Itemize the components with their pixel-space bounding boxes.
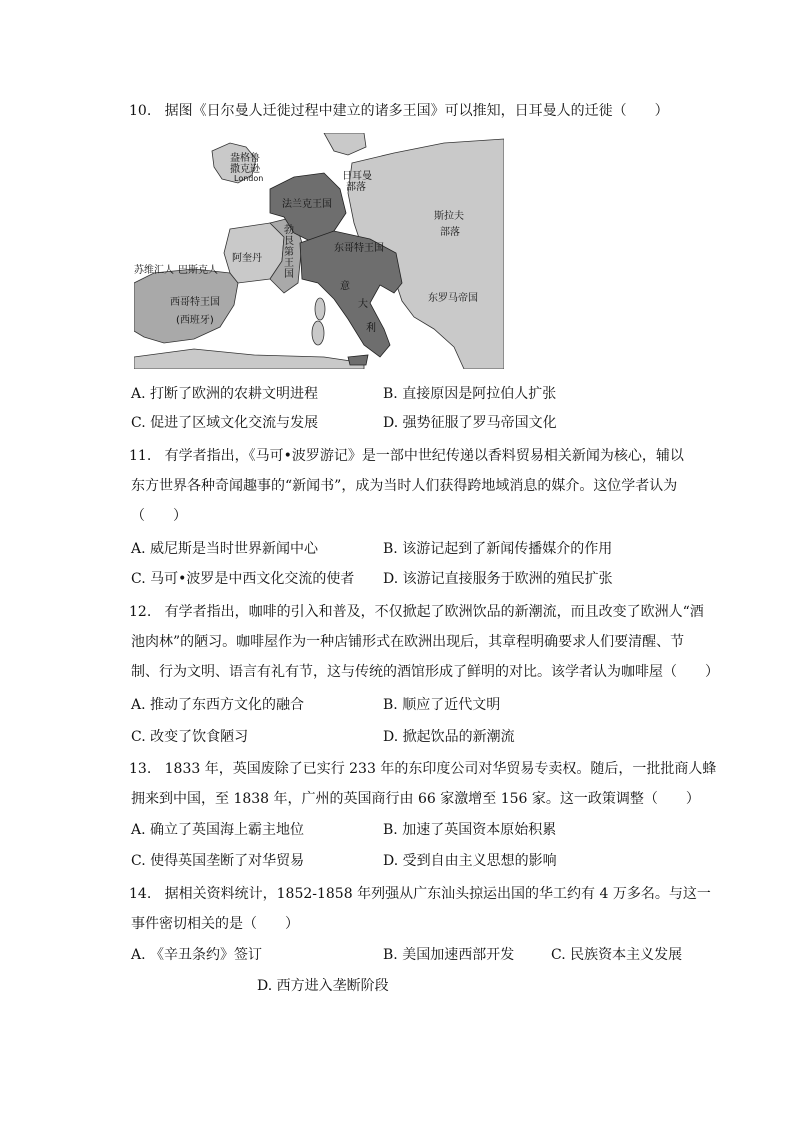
q10-number: 10. xyxy=(129,103,152,119)
q12-option-b[interactable]: B. 顺应了近代文明 xyxy=(383,697,501,713)
q14-number: 14. xyxy=(129,886,152,902)
q11-stem-2: 东方世界各种奇闻趣事的“新闻书”，成为当时人们获得跨地域消息的媒介。这位学者认为 xyxy=(131,478,678,494)
label-ostrogoth: 东哥特王国 xyxy=(334,243,384,254)
label-burgundy-3: 第 xyxy=(284,247,294,258)
q12-option-d[interactable]: D. 掀起饮品的新潮流 xyxy=(383,729,515,745)
label-italy-1: 意 xyxy=(340,281,350,292)
q13-option-c[interactable]: C. 使得英国垄断了对华贸易 xyxy=(131,853,305,869)
q14-option-c[interactable]: C. 民族资本主义发展 xyxy=(551,947,683,963)
label-italy-2: 大 xyxy=(358,299,368,310)
label-basque: 巴斯克人 xyxy=(178,265,218,276)
label-aquitaine: 阿奎丹 xyxy=(232,253,262,264)
label-burgundy-2: 艮 xyxy=(284,236,294,247)
q10-option-a[interactable]: A. 打断了欧洲的农耕文明进程 xyxy=(131,386,319,402)
q12-stem-2: 池肉林”的陋习。咖啡屋作为一种店铺形式在欧洲出现后，其章程明确要求人们要清醒、节 xyxy=(131,634,685,650)
label-london: London xyxy=(234,174,264,183)
q13-option-d[interactable]: D. 受到自由主义思想的影响 xyxy=(383,853,557,869)
label-frankish: 法兰克王国 xyxy=(282,199,332,210)
label-visigoth: 西哥特王国 xyxy=(170,297,220,308)
q10-stem xyxy=(129,101,669,121)
map-corsica xyxy=(315,298,325,320)
label-anglo-saxon-2: 撒克逊 xyxy=(230,164,260,175)
label-italy-3: 利 xyxy=(366,323,376,334)
map-sicily xyxy=(348,355,368,365)
q11-option-a[interactable]: A. 威尼斯是当时世界新闻中心 xyxy=(131,541,319,557)
q12-stem-1 xyxy=(129,602,704,622)
q11-option-b[interactable]: B. 该游记起到了新闻传播媒介的作用 xyxy=(383,541,613,557)
q10-option-b[interactable]: B. 直接原因是阿拉伯人扩张 xyxy=(383,386,557,402)
q14-stem-2: 事件密切相关的是（ ） xyxy=(131,916,299,932)
label-germanic: 日耳曼 xyxy=(342,171,372,182)
label-burgundy-5: 国 xyxy=(284,269,294,280)
q10-stem-line-1: 据图《日尔曼人迁徙过程中建立的诸多王国》可以推知，日耳曼人的迁徙（ ） xyxy=(164,103,669,119)
q12-stem-line-1: 有学者指出，咖啡的引入和普及，不仅掀起了欧洲饮品的新潮流，而且改变了欧洲人“酒 xyxy=(164,604,704,620)
q11-stem-1 xyxy=(129,446,684,466)
q13-stem-2: 拥来到中国，至 1838 年，广州的英国商行由 66 家激增至 156 家。这一政策调整（ ） xyxy=(131,791,700,807)
q13-stem-1 xyxy=(129,759,716,779)
q13-option-a[interactable]: A. 确立了英国海上霸主地位 xyxy=(131,822,305,838)
label-spain: (西班牙) xyxy=(176,315,214,326)
q12-option-c[interactable]: C. 改变了饮食陋习 xyxy=(131,729,249,745)
label-slav-2: 部落 xyxy=(440,227,460,238)
label-slav: 斯拉夫 xyxy=(434,211,464,222)
q10-option-c[interactable]: C. 促进了区域文化交流与发展 xyxy=(131,415,319,431)
label-east-rome: 东罗马帝国 xyxy=(428,293,478,304)
q14-option-a[interactable]: A. 《辛丑条约》签订 xyxy=(131,947,263,963)
q12-number: 12. xyxy=(129,604,152,620)
q11-option-c[interactable]: C. 马可•波罗是中西文化交流的使者 xyxy=(131,571,355,587)
q14-stem-1 xyxy=(129,884,711,904)
q14-option-b[interactable]: B. 美国加速西部开发 xyxy=(383,947,515,963)
q13-number: 13. xyxy=(129,761,152,777)
q13-option-b[interactable]: B. 加速了英国资本原始积累 xyxy=(383,822,557,838)
label-suevi: 苏维汇人 xyxy=(134,265,174,276)
q12-option-a[interactable]: A. 推动了东西方文化的融合 xyxy=(131,697,305,713)
label-burgundy-1: 勃 xyxy=(284,225,294,236)
q10-option-d[interactable]: D. 强势征服了罗马帝国文化 xyxy=(383,415,557,431)
map-sardinia xyxy=(312,321,324,345)
q14-option-d[interactable]: D. 西方进入垄断阶段 xyxy=(257,978,389,994)
q12-stem-3: 制、行为文明、语言有礼有节，这与传统的酒馆形成了鲜明的对比。该学者认为咖啡屋（ ） xyxy=(131,664,719,680)
label-anglo-saxon: 盎格鲁 xyxy=(230,153,260,164)
q11-stem-3: （ ） xyxy=(131,508,187,524)
q14-stem-line-1: 据相关资料统计，1852-1858 年列强从广东汕头掠运出国的华工约有 4 万多名。与这一 xyxy=(164,886,711,902)
label-burgundy-4: 王 xyxy=(284,258,294,269)
label-germanic-2: 部落 xyxy=(346,182,366,193)
germanic-kingdoms-map xyxy=(134,133,504,369)
q13-stem-line-1: 1833 年，英国废除了已实行 233 年的东印度公司对华贸易专卖权。随后，一批批商人蜂 xyxy=(164,761,717,777)
q11-number: 11. xyxy=(129,448,152,464)
q11-option-d[interactable]: D. 该游记直接服务于欧洲的殖民扩张 xyxy=(383,571,613,587)
q11-stem-line-1: 有学者指出，《马可•波罗游记》是一部中世纪传递以香料贸易相关新闻为核心，辅以 xyxy=(164,448,684,464)
